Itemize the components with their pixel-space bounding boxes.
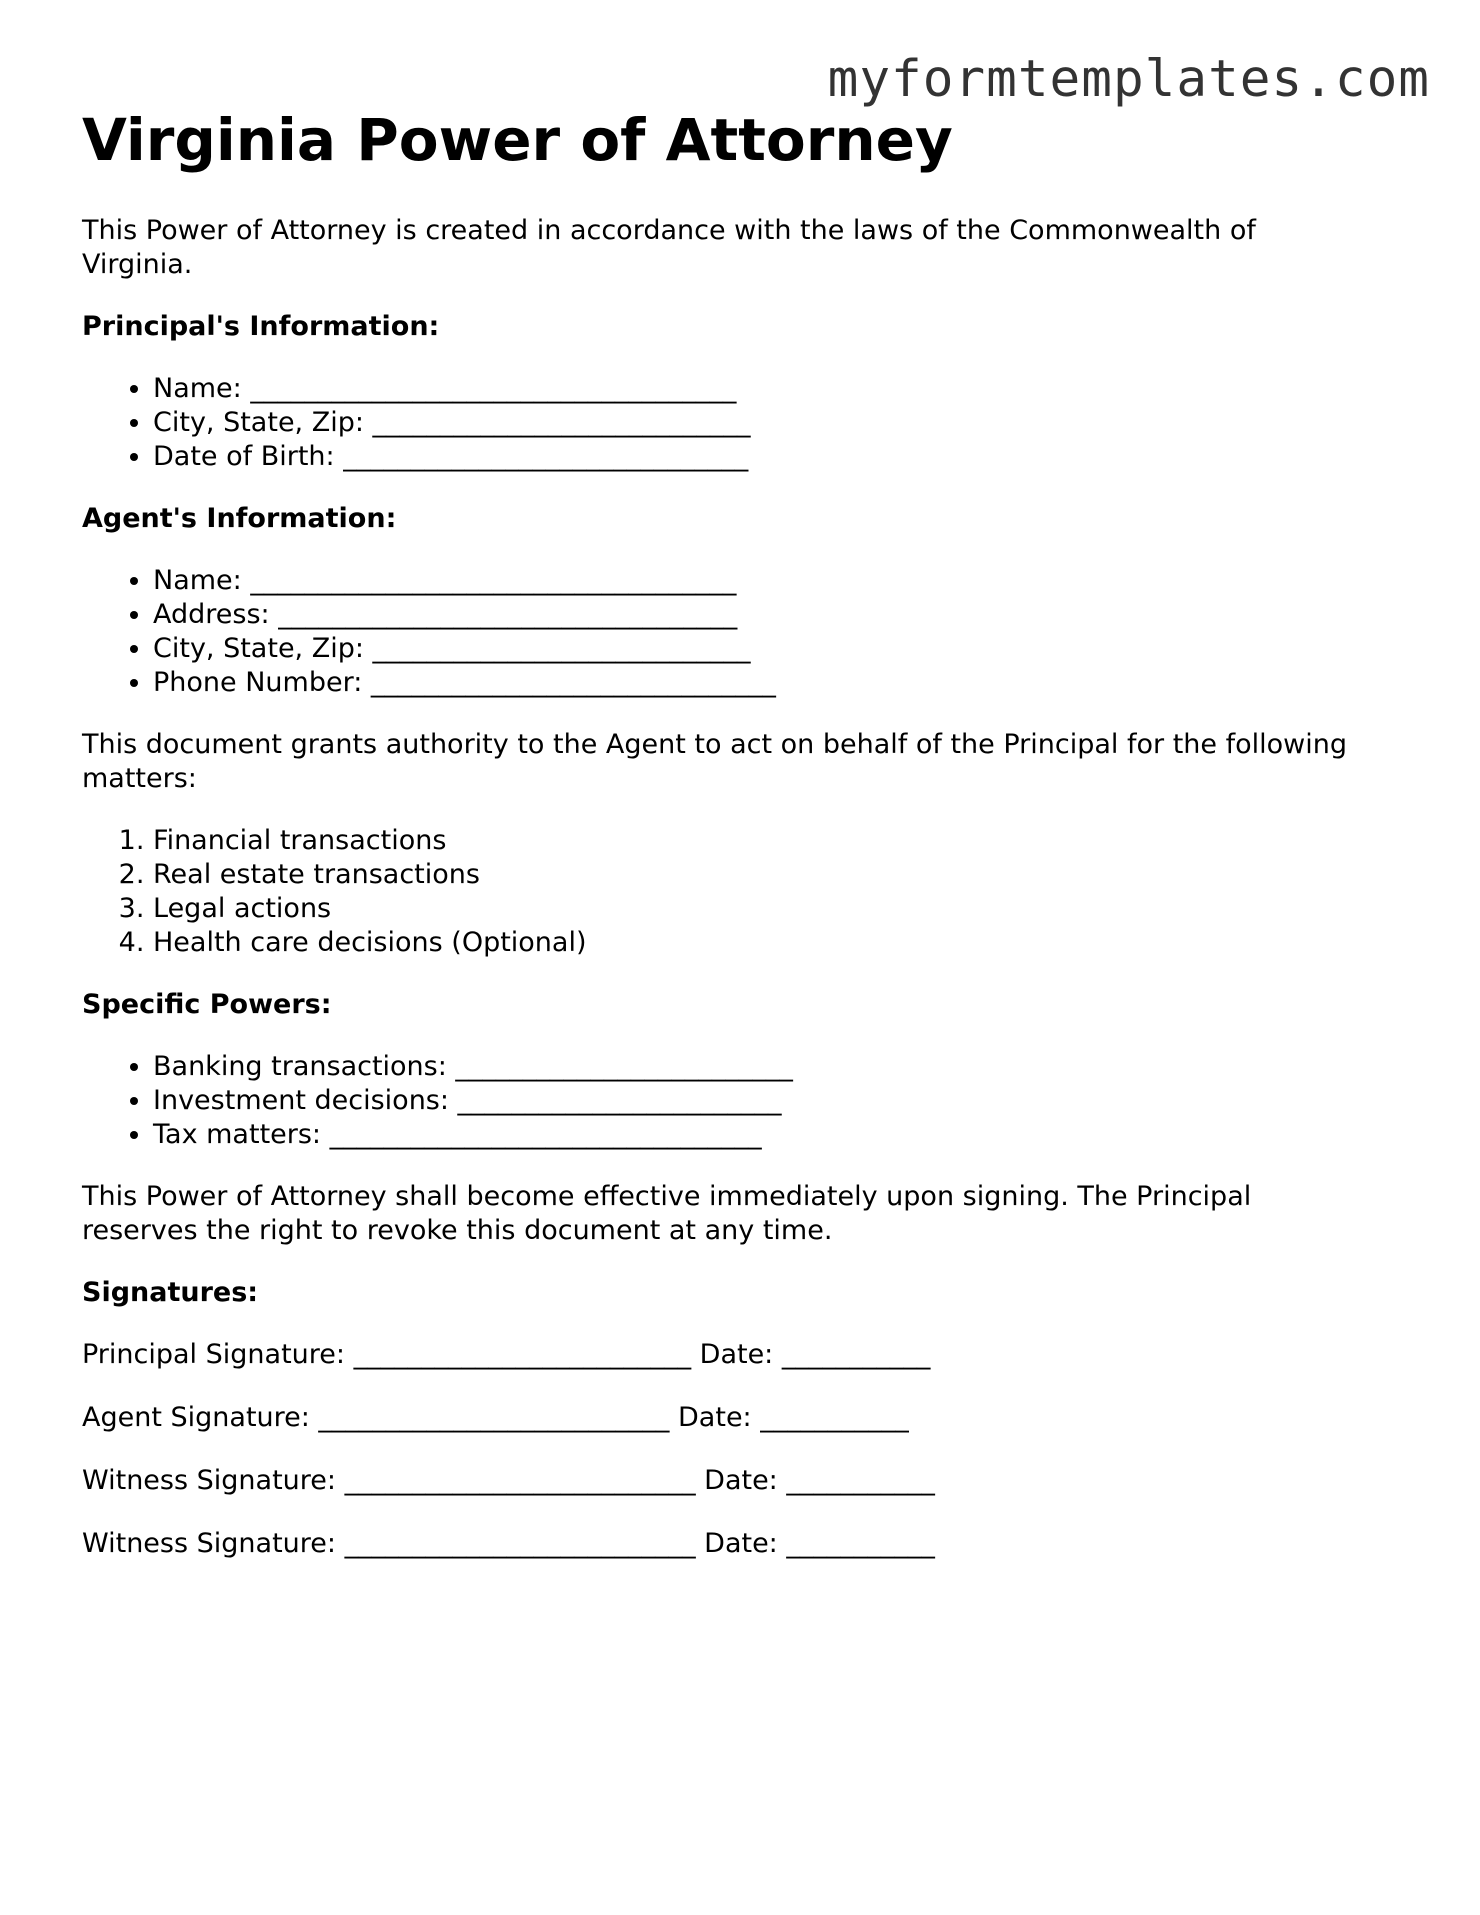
page-title: Virginia Power of Attorney — [82, 106, 953, 174]
matter-item: 4. Health care decisions (Optional) — [153, 926, 1402, 960]
principal-signature-line: Principal Signature: _________________________ Date: ___________ — [82, 1339, 931, 1370]
tax-field: • Tax matters: ________________________________ — [153, 1118, 1402, 1152]
matter-item: 2. Real estate transactions — [153, 858, 1402, 892]
matter-item: 3. Legal actions — [153, 892, 1402, 926]
matters-list — [82, 824, 1402, 960]
agent-fields — [82, 564, 1402, 700]
banking-field: • Banking transactions: _________________________ — [153, 1050, 1402, 1084]
specific-powers-fields — [82, 1050, 1402, 1152]
agent-heading: Agent's Information: — [82, 503, 397, 534]
intro-paragraph: This Power of Attorney is created in accordance with the laws of the Commonwealth of Virginia. — [82, 215, 1256, 280]
document-page — [82, 106, 1402, 1561]
watermark: myformtemplates.com — [827, 50, 1430, 109]
signature-block — [82, 1338, 1402, 1561]
witness-signature-line: Witness Signature: __________________________ Date: ___________ — [82, 1465, 935, 1496]
agent-name-field: • Name: ____________________________________ — [153, 564, 1402, 598]
agent-city-state-zip-field: • City, State, Zip: ____________________________ — [153, 632, 1402, 666]
grant-paragraph: This document grants authority to the Agent to act on behalf of the Principal for the following matters: — [82, 729, 1347, 794]
principal-fields — [82, 372, 1402, 474]
signatures-heading: Signatures: — [82, 1277, 259, 1308]
effective-paragraph: This Power of Attorney shall become effective immediately upon signing. The Principal reserves the right to revoke this document at any time. — [82, 1181, 1252, 1246]
agent-phone-field: • Phone Number: ______________________________ — [153, 666, 1402, 700]
agent-address-field: • Address: __________________________________ — [153, 598, 1402, 632]
specific-powers-heading: Specific Powers: — [82, 989, 332, 1020]
principal-heading: Principal's Information: — [82, 311, 440, 342]
matter-item: 1. Financial transactions — [153, 824, 1402, 858]
principal-dob-field: • Date of Birth: ______________________________ — [153, 440, 1402, 474]
principal-name-field: • Name: ____________________________________ — [153, 372, 1402, 406]
agent-signature-line: Agent Signature: __________________________ Date: ___________ — [82, 1402, 909, 1433]
principal-city-state-zip-field: • City, State, Zip: ____________________________ — [153, 406, 1402, 440]
witness-signature-line: Witness Signature: __________________________ Date: ___________ — [82, 1528, 935, 1559]
investment-field: • Investment decisions: ________________________ — [153, 1084, 1402, 1118]
